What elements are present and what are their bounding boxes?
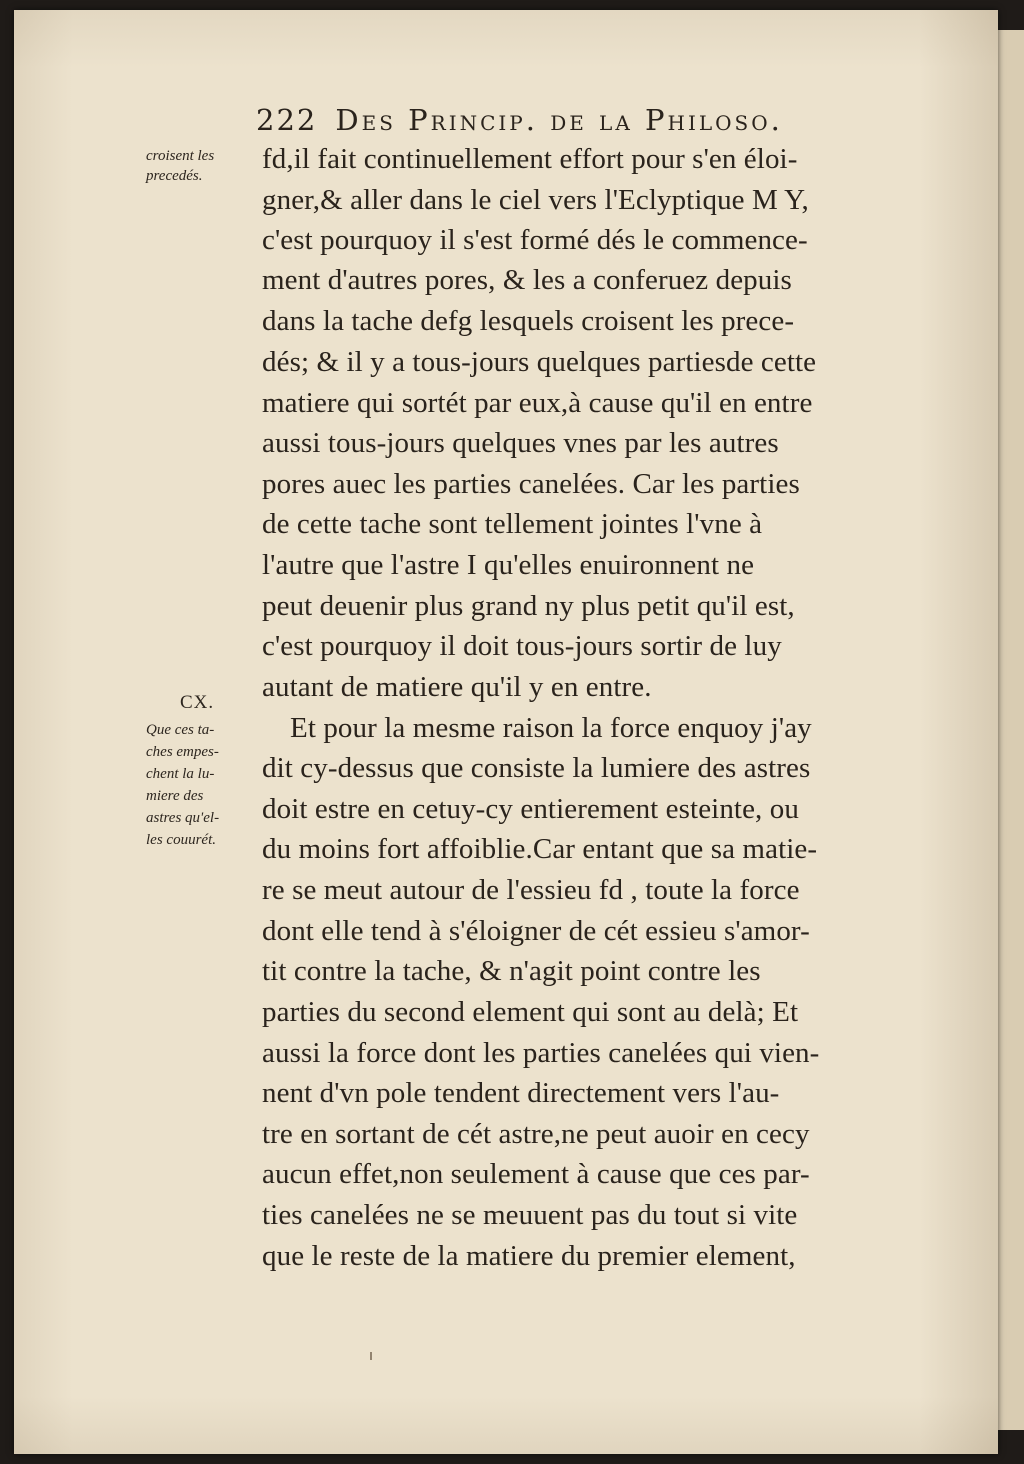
- body-line: peut deuenir plus grand ny plus petit qu'il est,: [262, 590, 795, 622]
- body-line: fd,il fait continuellement effort pour s'en éloi-: [262, 143, 798, 175]
- body-line: tit contre la tache, & n'agit point contre les: [262, 955, 761, 987]
- margin-note-line: astres qu'el-: [146, 810, 220, 826]
- margin-note-line: precedés.: [146, 168, 203, 184]
- body-line: nent d'vn pole tendent directement vers l'au-: [262, 1077, 780, 1109]
- margin-note-line: chent la lu-: [146, 766, 215, 782]
- body-line: dans la tache defg lesquels croisent les prece-: [262, 305, 795, 337]
- page-number: 222: [256, 103, 318, 137]
- body-line: doit estre en cetuy-cy entierement esteinte, ou: [262, 793, 799, 825]
- body-line: du moins fort affoiblie.Car entant que sa matie-: [262, 833, 818, 865]
- body-line: tre en sortant de cét astre,ne peut auoir en cecy: [262, 1118, 810, 1150]
- body-line: gner,& aller dans le ciel vers l'Eclyptique M Y,: [262, 184, 809, 216]
- body-line: dont elle tend à s'éloigner de cét essieu s'amor-: [262, 915, 810, 947]
- body-line: ment d'autres pores, & les a conferuez depuis: [262, 264, 792, 296]
- section-number: CX.: [180, 692, 215, 713]
- margin-note-line: Que ces ta-: [146, 722, 215, 738]
- body-line: autant de matiere qu'il y en entre.: [262, 671, 652, 703]
- body-line: Et pour la mesme raison la force enquoy j'ay: [290, 712, 812, 744]
- body-line: c'est pourquoy il s'est formé dés le commence-: [262, 224, 808, 256]
- margin-note-line: les couurét.: [146, 832, 216, 848]
- body-line: pores auec les parties canelées. Car les parties: [262, 468, 800, 500]
- body-line: re se meut autour de l'essieu fd , toute la force: [262, 874, 800, 906]
- margin-note-line: miere des: [146, 788, 204, 804]
- body-line: que le reste de la matiere du premier element,: [262, 1240, 796, 1272]
- body-line: c'est pourquoy il doit tous-jours sortir de luy: [262, 630, 782, 662]
- running-title: Des Princip. de la Philoso.: [335, 103, 783, 137]
- body-line: parties du second element qui sont au delà; Et: [262, 996, 799, 1028]
- body-line: dés; & il y a tous-jours quelques partiesde cette: [262, 346, 817, 378]
- body-line: dit cy-dessus que consiste la lumiere des astres: [262, 752, 811, 784]
- body-line: matiere qui sortét par eux,à cause qu'il en entre: [262, 387, 813, 419]
- margin-note-line: croisent les: [146, 148, 215, 164]
- margin-note-line: ches empes-: [146, 744, 219, 760]
- body-line: aucun effet,non seulement à cause que ces par-: [262, 1158, 810, 1190]
- next-page-edge: [996, 30, 1024, 1430]
- paper-speck: [370, 1352, 372, 1360]
- body-line: l'autre que l'astre I qu'elles enuironnent ne: [262, 549, 755, 581]
- body-line: de cette tache sont tellement jointes l'vne à: [262, 508, 763, 540]
- body-line: aussi tous-jours quelques vnes par les autres: [262, 427, 779, 459]
- body-line: aussi la force dont les parties canelées qui vien-: [262, 1037, 820, 1069]
- running-header: [256, 103, 783, 137]
- body-line: ties canelées ne se meuuent pas du tout si vite: [262, 1199, 798, 1231]
